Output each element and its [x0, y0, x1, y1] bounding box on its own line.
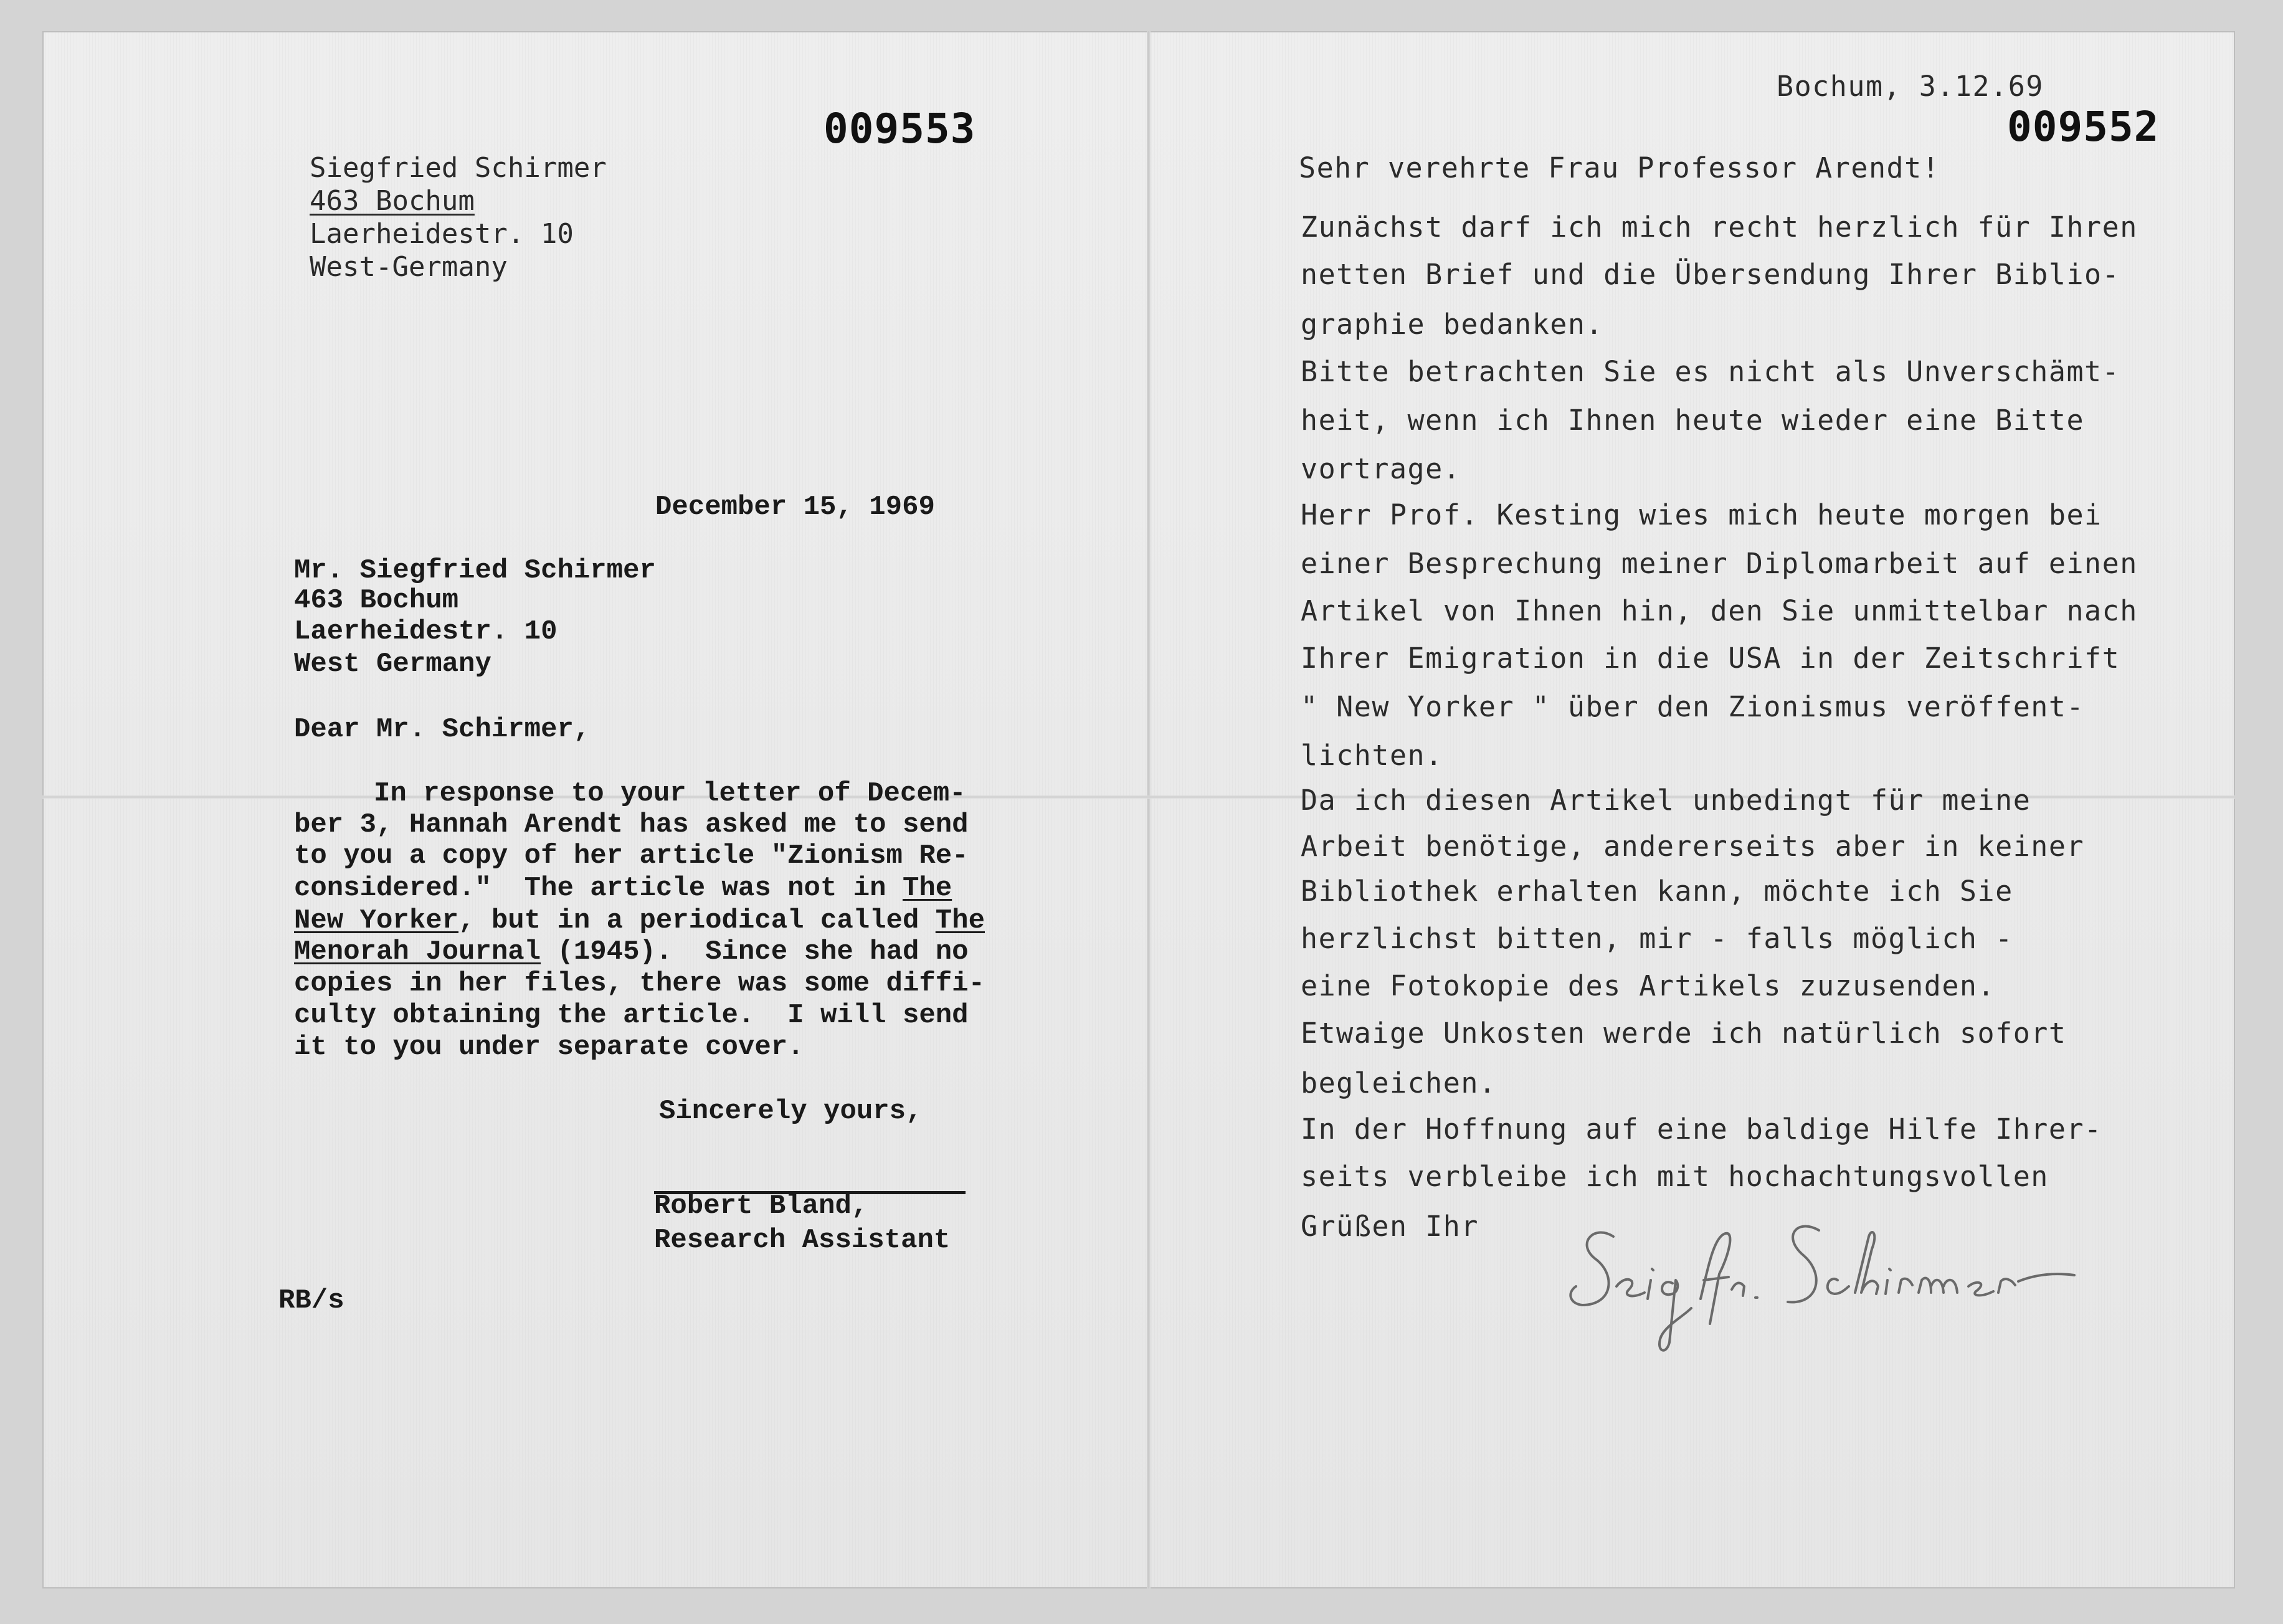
body-line: heit, wenn ich Ihnen heute wieder eine Bitte — [1301, 404, 2085, 437]
body-line — [294, 936, 969, 969]
title-new-yorker: New Yorker — [294, 905, 459, 936]
body-line: Arbeit benötige, andererseits aber in keiner — [1301, 830, 2085, 863]
body-line: vortrage. — [1301, 452, 1461, 485]
title-menorah-journal: Menorah Journal — [294, 936, 541, 967]
title-the: The — [935, 905, 985, 936]
archive-number-left: 009553 — [823, 105, 976, 153]
body-line: Ihrer Emigration in die USA in der Zeitschrift — [1301, 642, 2120, 675]
body-line: Grüßen Ihr — [1301, 1210, 1479, 1243]
letterhead-country: West-Germany — [310, 251, 508, 283]
letterhead-name: Siegfried Schirmer — [310, 152, 607, 184]
body-line: seits verbleibe ich mit hochachtungsvollen — [1301, 1160, 2049, 1193]
body-line: netten Brief und die Übersendung Ihrer Biblio- — [1301, 258, 2120, 291]
body-line: Bitte betrachten Sie es nicht als Unverschämt- — [1301, 355, 2120, 388]
closing: Sincerely yours, — [659, 1096, 923, 1127]
recipient-city: 463 Bochum — [294, 585, 459, 616]
body-line: copies in her files, there was some diffi- — [294, 968, 985, 999]
body-line — [294, 872, 952, 905]
body-line: Da ich diesen Artikel unbedingt für meine — [1301, 784, 2031, 817]
handwritten-signature — [1557, 1199, 2087, 1361]
body-line: to you a copy of her article "Zionism Re- — [294, 840, 969, 871]
body-line: ber 3, Hannah Arendt has asked me to send — [294, 809, 969, 840]
vertical-fold — [1147, 31, 1151, 1588]
recipient-street: Laerheidestr. 10 — [294, 616, 558, 647]
body-line: culty obtaining the article. I will send — [294, 1000, 969, 1031]
body-text: , but in a periodical called — [458, 905, 936, 936]
recipient-country: West Germany — [294, 648, 491, 680]
archive-number-right: 009552 — [2007, 103, 2160, 151]
letterhead-city — [310, 184, 475, 217]
body-line: Etwaige Unkosten werde ich natürlich sofort — [1301, 1017, 2067, 1050]
body-line: lichten. — [1301, 739, 1443, 772]
body-line — [294, 905, 985, 938]
body-line: " New Yorker " über den Zionismus veröffent- — [1301, 690, 2085, 723]
body-line: begleichen. — [1301, 1066, 1497, 1099]
body-text: (1945). Since she had no — [541, 936, 969, 967]
salutation-left: Dear Mr. Schirmer, — [294, 714, 591, 745]
body-line: Herr Prof. Kesting wies mich heute morgen bei — [1301, 498, 2102, 531]
letter-date: December 15, 1969 — [655, 491, 935, 523]
body-line: einer Besprechung meiner Diplomarbeit auf einen — [1301, 547, 2138, 580]
signer-name: Robert Bland, — [654, 1190, 868, 1222]
body-line: In response to your letter of Decem- — [374, 778, 966, 809]
title-the: The — [902, 873, 952, 904]
signer-title: Research Assistant — [654, 1225, 951, 1256]
body-line: Bibliothek erhalten kann, möchte ich Sie — [1301, 875, 2013, 908]
letterhead-street: Laerheidestr. 10 — [310, 218, 574, 250]
recipient-name: Mr. Siegfried Schirmer — [294, 555, 656, 586]
salutation-right: Sehr verehrte Frau Professor Arendt! — [1299, 151, 1940, 184]
letterhead-city-text: 463 Bochum — [310, 185, 475, 217]
body-line: herzlichst bitten, mir - falls möglich - — [1301, 922, 2013, 955]
place-date: Bochum, 3.12.69 — [1777, 70, 2044, 103]
body-line: it to you under separate cover. — [294, 1032, 804, 1063]
body-line: In der Hoffnung auf eine baldige Hilfe Ihrer- — [1301, 1113, 2102, 1146]
typist-initials: RB/s — [278, 1285, 344, 1316]
body-line: Zunächst darf ich mich recht herzlich für Ihren — [1301, 211, 2138, 244]
body-line: Artikel von Ihnen hin, den Sie unmittelbar nach — [1301, 594, 2138, 627]
body-line: graphie bedanken. — [1301, 308, 1604, 341]
body-line: eine Fotokopie des Artikels zuzusenden. — [1301, 969, 1996, 1002]
body-text: considered." The article was not in — [294, 873, 903, 904]
